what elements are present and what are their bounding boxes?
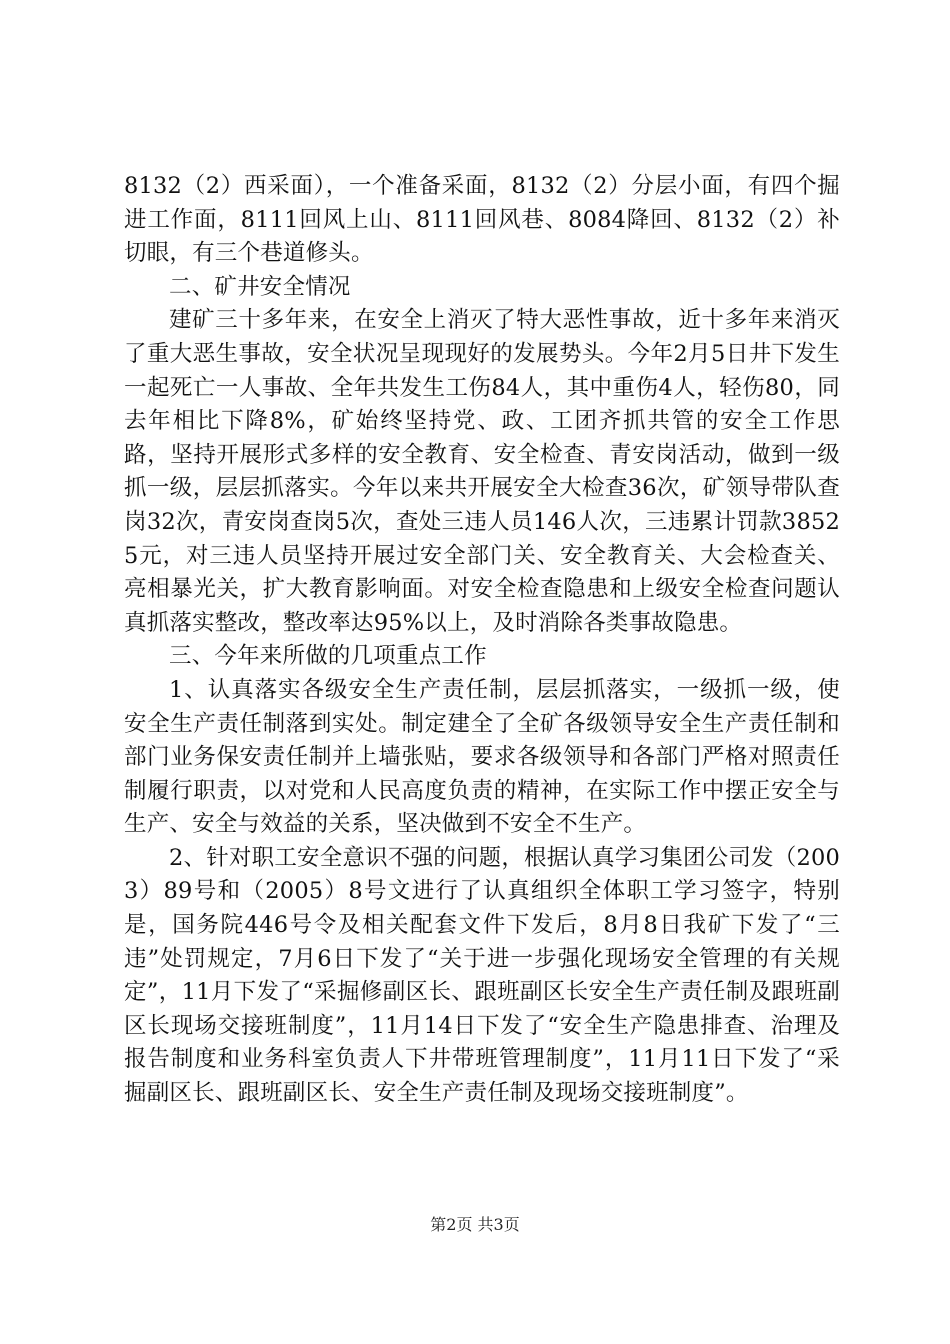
- paragraph-mine-safety: 建矿三十多年来，在安全上消灭了特大恶性事故，近十多年来消灭了重大恶生事故，安全状况呈现现好的发展势头。今年2月5日井下发生一起死亡一人事故、全年共发生工伤84人，其中重伤4人，轻伤80，同去年相比下降8%，矿始终坚持党、政、工团齐抓共管的安全工作思路，坚持开展形式多样的安全教育、安全检查、青安岗活动，做到一级抓一级，层层抓落实。今年以来共开展安全大检查36次，矿领导带队查岗32次，青安岗查岗5次，查处三违人员146人次，三违累计罚款38525元，对三违人员坚持开展过安全部门关、安全教育关、大会检查关、亮相暴光关，扩大教育影响面。对安全检查隐患和上级安全检查问题认真抓落实整改，整改率达95%以上，及时消除各类事故隐患。: [124, 307, 840, 636]
- paragraph-continuation: 8132（2）西采面），一个准备采面，8132（2）分层小面，有四个掘进工作面，8111回风上山、8111回风巷、8084降回、8132（2）补切眼，有三个巷道修头。: [124, 173, 840, 267]
- paragraph-key-work-2: 2、针对职工安全意识不强的问题，根据认真学习集团公司发（2003）89号和（2005）8号文进行了认真组织全体职工学习签字，特别是，国务院446号令及相关配套文件下发后，8月8日我矿下发了“三违”处罚规定，7月6日下发了“关于进一步强化现场安全管理的有关规定”，11月下发了“采掘修副区长、跟班副区长安全生产责任制及跟班副区长现场交接班制度”，11月14日下发了“安全生产隐患排查、治理及报告制度和业务科室负责人下井带班管理制度”，11月11日下发了“采掘副区长、跟班副区长、安全生产责任制及现场交接班制度”。: [124, 844, 840, 1107]
- page-indicator: 第2页 共3页: [430, 1215, 520, 1234]
- page-footer: [0, 1212, 950, 1235]
- paragraph-key-work-1: 1、认真落实各级安全生产责任制，层层抓落实，一级抓一级，使安全生产责任制落到实处。制定建全了全矿各级领导安全生产责任制和部门业务保安责任制并上墙张贴，要求各级领导和各部门严格对照责任制履行职责，以对党和人民高度负责的精神，在实际工作中摆正安全与生产、安全与效益的关系，坚决做到不安全不生产。: [124, 676, 840, 838]
- document-body: [124, 170, 840, 1111]
- section-heading-key-work: 三、今年来所做的几项重点工作: [169, 643, 487, 670]
- section-heading-mine-safety: 二、矿井安全情况: [169, 273, 351, 300]
